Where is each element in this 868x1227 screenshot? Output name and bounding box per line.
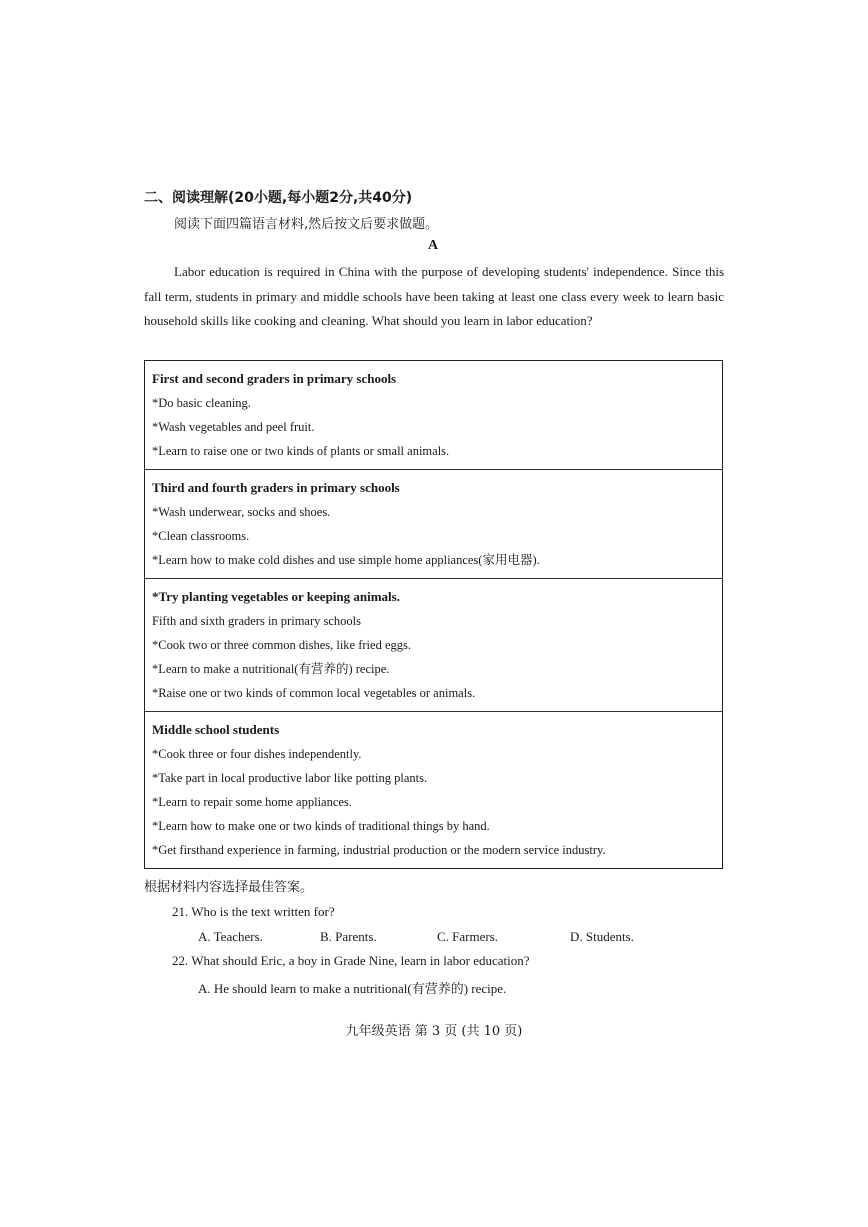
table-row (145, 711, 722, 868)
q21-option-c: C. Farmers. (437, 929, 499, 944)
row-item: *Raise one or two kinds of common local vegetables or animals. (152, 686, 476, 700)
row-heading: Third and fourth graders in primary schools (152, 480, 400, 495)
row-item: *Wash underwear, socks and shoes. (152, 505, 331, 519)
row-item: *Learn how to make cold dishes and use simple home appliances(家用电器). (152, 553, 540, 567)
section-heading: 二、阅读理解(20小题,每小题2分,共40分) (144, 190, 413, 206)
row-item: *Learn to repair some home appliances. (152, 795, 352, 809)
row-item: Fifth and sixth graders in primary schools (152, 614, 361, 628)
row-item: *Learn to raise one or two kinds of plants or small animals. (152, 444, 450, 458)
q22-option-a: A. He should learn to make a nutritional(有营养的) recipe. (198, 981, 507, 996)
row-item: *Get firsthand experience in farming, industrial production or the modern service industry. (152, 843, 606, 857)
row-item: *Learn to make a nutritional(有营养的) recipe. (152, 662, 390, 676)
q21-option-a: A. Teachers. (198, 929, 263, 944)
q21-option-b: B. Parents. (320, 929, 377, 944)
row-item: *Cook three or four dishes independently. (152, 747, 362, 761)
labor-education-table (144, 360, 723, 869)
table-row (145, 361, 722, 469)
q21-option-d: D. Students. (570, 929, 634, 944)
row-item: *Take part in local productive labor like potting plants. (152, 771, 428, 785)
row-heading: Middle school students (152, 722, 280, 737)
row-item: *Learn how to make one or two kinds of traditional things by hand. (152, 819, 490, 833)
row-item: *Wash vegetables and peel fruit. (152, 420, 315, 434)
row-heading: *Try planting vegetables or keeping animals. (152, 589, 400, 604)
passage-intro: Labor education is required in China with the purpose of developing students' independence. Since this fall term, students in primary and middle schools have been taking at least one class every week to learn basic household skills like cooking and cleaning. What should you learn in labor education? (144, 264, 724, 328)
passage-letter: A (428, 238, 439, 253)
page-footer: 九年级英语 第 3 页 (共 10 页) (345, 1024, 523, 1039)
table-row (145, 469, 722, 578)
section-instruction: 阅读下面四篇语言材料,然后按文后要求做题。 (174, 217, 439, 232)
row-item: *Do basic cleaning. (152, 396, 251, 410)
task-note: 根据材料内容选择最佳答案。 (144, 880, 314, 895)
row-item: *Clean classrooms. (152, 529, 250, 543)
question-21: 21. Who is the text written for? (172, 904, 335, 919)
question-22: 22. What should Eric, a boy in Grade Nine, learn in labor education? (172, 953, 530, 968)
table-row (145, 578, 722, 711)
row-item: *Cook two or three common dishes, like fried eggs. (152, 638, 411, 652)
row-heading: First and second graders in primary schools (152, 371, 397, 386)
